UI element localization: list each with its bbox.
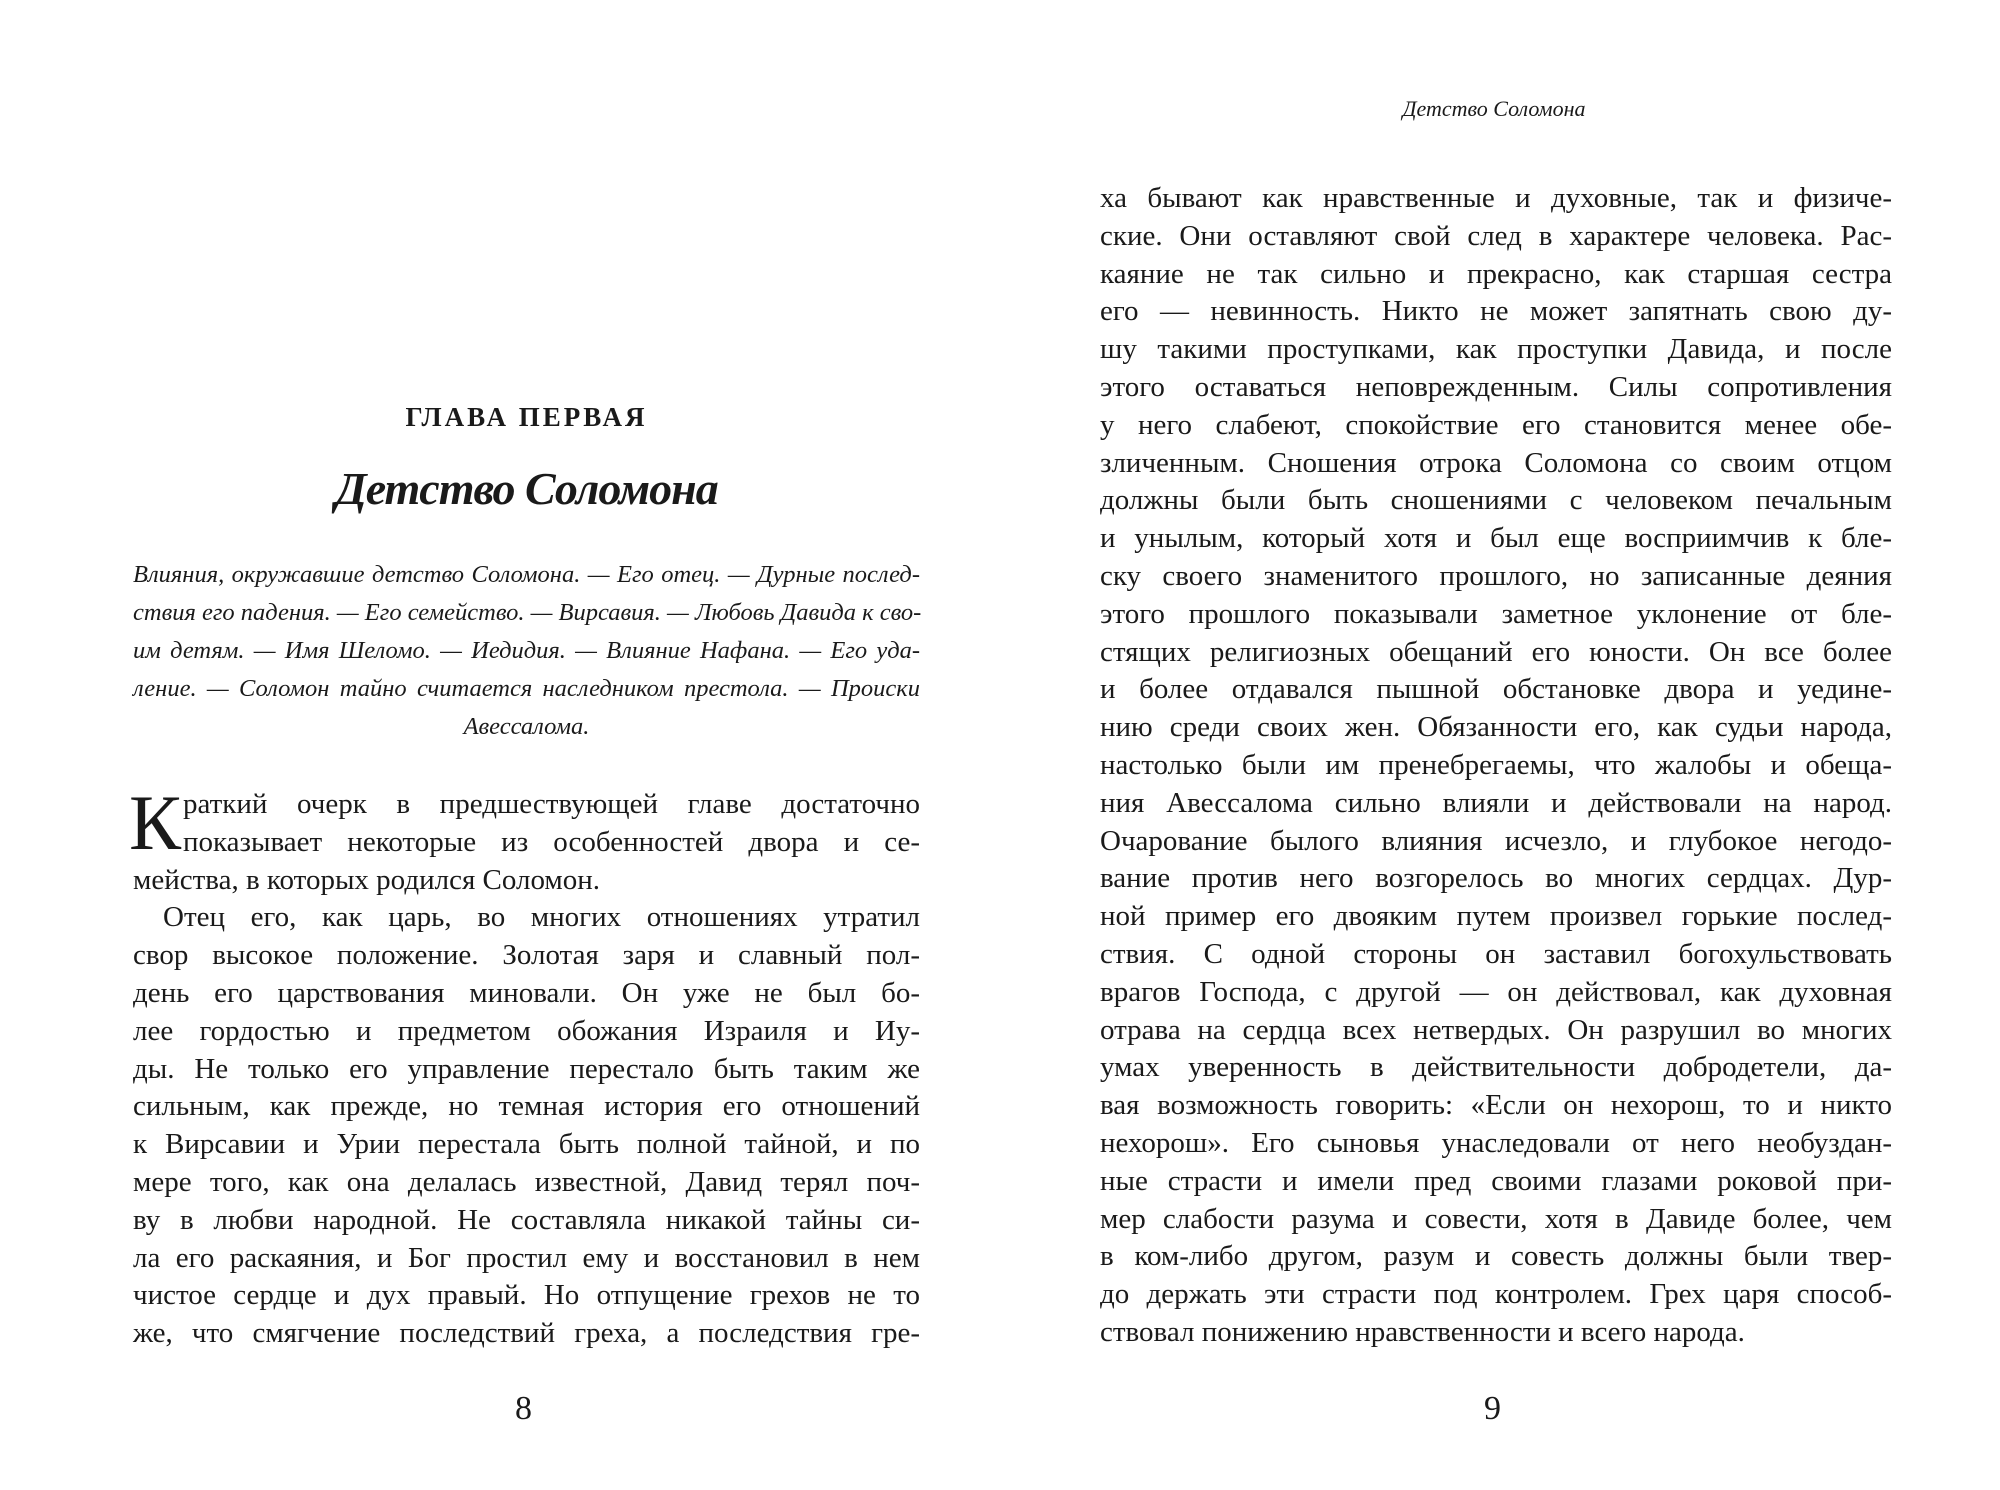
text-line: его — невинность. Никто не может запятнать свою ду- [1100, 295, 1892, 328]
left-body-text [129, 779, 920, 1353]
text-line: ствовал понижению нравственности и всего народа. [1100, 1315, 1745, 1348]
text-line: каяние не так сильно и прекрасно, как старшая сестра [1100, 257, 1892, 290]
text-line: стящих религиозных обещаний его юности. Он все более [1100, 635, 1892, 668]
text-line: зличенным. Сношения отрока Соломона со своим отцом [1100, 446, 1892, 479]
running-head: Детство Соломона [1402, 96, 1586, 121]
text-line: этого оставаться неповрежденным. Силы сопротивления [1100, 370, 1892, 403]
text-line: ные страсти и имели пред своими глазами роковой при- [1100, 1164, 1892, 1197]
text-line: вание против него возгорелось во многих сердцах. Дур- [1100, 862, 1892, 895]
text-line: показывает некоторые из особенностей двора и се- [183, 825, 920, 858]
text-line: до держать эти страсти под контролем. Грех царя способ- [1100, 1278, 1892, 1311]
text-line: раткий очерк в предшествующей главе достаточно [183, 788, 920, 820]
text-line: ды. Не только его управление перестало быть таким же [133, 1052, 920, 1085]
text-line: настолько были им пренебрегаемы, что жалобы и обеща- [1100, 748, 1892, 781]
text-line: мере того, как она делалась известной, Давид терял поч- [133, 1165, 920, 1198]
chapter-summary [133, 556, 920, 746]
text-line: нию среди своих жен. Обязанности его, как судьи народа, [1100, 711, 1892, 744]
summary-line: им детям. — Имя Шеломо. — Иедидия. — Влияние Нафана. — Его уда- [133, 637, 920, 664]
text-line: врагов Господа, с другой — он действовал, как духовная [1100, 975, 1892, 1008]
page-number: 9 [1484, 1390, 1501, 1427]
text-line: у него слабеют, спокойствие его становится менее обе- [1100, 408, 1892, 441]
text-line: Очарование былого влияния исчезло, и глубокое негодо- [1100, 824, 1892, 857]
text-line: ские. Они оставляют свой след в характере человека. Рас- [1100, 219, 1892, 252]
text-line: ску своего знаменитого прошлого, но записанные деяния [1100, 559, 1892, 592]
summary-line: Авессалома. [463, 713, 590, 740]
text-line: умах уверенность в действительности добродетели, да- [1100, 1051, 1892, 1084]
text-line: в ком-либо другом, разум и совесть должны были твер- [1100, 1240, 1892, 1273]
text-line: должны были быть сношениями с человеком печальным [1100, 484, 1892, 517]
right-page [1000, 0, 2000, 1490]
right-body-text [1100, 180, 1892, 1352]
text-line: ла его раскаяния, и Бог простил ему и восстановил в нем [133, 1241, 920, 1274]
text-line: вая возможность говорить: «Если он нехорош, то и никто [1100, 1089, 1892, 1122]
text-line: и более отдавался пышной обстановке двора и уедине- [1100, 673, 1892, 706]
text-line: Отец его, как царь, во многих отношениях утратил [163, 901, 920, 934]
text-line: мер слабости разума и совести, хотя в Давиде более, чем [1100, 1202, 1892, 1235]
text-line: к Вирсавии и Урии перестала быть полной тайной, и по [133, 1128, 920, 1161]
text-line: сильным, как прежде, но темная история его отношений [133, 1090, 920, 1123]
text-line: ву в любви народной. Не составляла никакой тайны си- [133, 1203, 920, 1236]
text-line: лее гордостью и предметом обожания Израиля и Иу- [133, 1014, 920, 1047]
text-line: же, что смягчение последствий греха, а последствия гре- [133, 1317, 920, 1350]
text-line: свор высокое положение. Золотая заря и славный пол- [133, 939, 920, 972]
text-line: мейства, в которых родился Соломон. [133, 863, 601, 896]
summary-line: ствия его падения. — Его семейство. — Вирсавия. — Любовь Давида к сво- [133, 599, 922, 626]
text-line: шу такими проступками, как проступки Давида, и после [1100, 333, 1892, 366]
text-line: чистое сердце и дух правый. Но отпущение грехов не то [133, 1279, 920, 1312]
text-line: ния Авессалома сильно влияли и действовали на народ. [1100, 786, 1892, 819]
text-line: отрава на сердца всех нетвердых. Он разрушил во многих [1100, 1013, 1892, 1046]
text-line: день его царствования миновали. Он уже не был бо- [133, 976, 920, 1009]
text-line: ха бывают как нравственные и духовные, так и физиче- [1100, 182, 1892, 214]
text-line: нехорош». Его сыновья унаследовали от него необуздан- [1100, 1126, 1892, 1159]
drop-cap: К [129, 779, 182, 866]
text-line: ной пример его двояким путем произвел горькие послед- [1100, 900, 1892, 933]
chapter-title: Детство Соломона [335, 463, 718, 514]
text-line: ствия. С одной стороны он заставил богохульствовать [1100, 937, 1892, 970]
page-number: 8 [515, 1390, 532, 1427]
chapter-label: ГЛАВА ПЕРВАЯ [405, 402, 648, 432]
text-line: и унылым, который хотя и был еще восприимчив к бле- [1100, 522, 1892, 555]
summary-line: Влияния, окружавшие детство Соломона. — Его отец. — Дурные послед- [133, 561, 920, 588]
text-line: этого прошлого показывали заметное уклонение от бле- [1100, 597, 1892, 630]
summary-line: ление. — Соломон тайно считается наследником престола. — Происки [133, 675, 920, 702]
